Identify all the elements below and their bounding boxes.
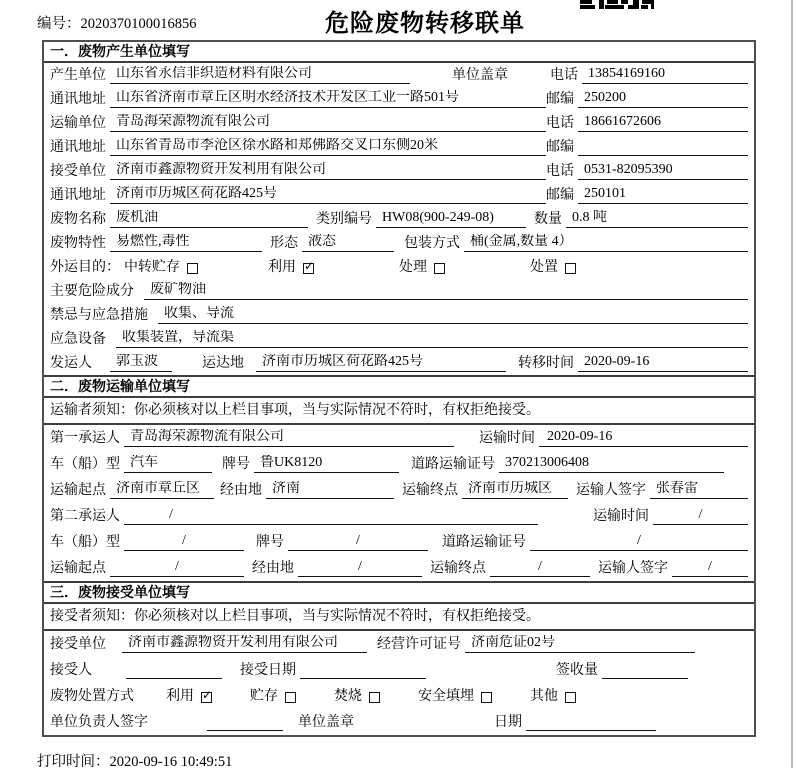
field-value: [300, 662, 426, 679]
field-label: 运输时间: [479, 431, 535, 446]
field-value: [602, 662, 688, 679]
checkbox-label: 焚烧: [334, 689, 362, 704]
responsible-sign-row: [44, 709, 754, 735]
checkbox-label: 其他: [530, 689, 558, 704]
field-label: 接受日期: [240, 663, 296, 678]
field-value: 山东省永信非织造材料有限公司: [110, 66, 410, 84]
field-label: 运输单位: [50, 116, 106, 131]
field-value: 2020-09-16: [578, 354, 748, 372]
field-value: 250101: [578, 186, 748, 204]
field-value: 济南市章丘区: [110, 481, 214, 499]
waste-name-row: [44, 207, 754, 231]
second-route-row: [44, 555, 754, 581]
field-label: 包装方式: [404, 236, 460, 251]
checkbox-label: 贮存: [250, 689, 278, 704]
checkbox-label: 利用: [166, 689, 194, 704]
field-value: 郭玉波: [110, 354, 172, 372]
field-label: 经由地: [220, 483, 262, 498]
first-vehicle-row: [44, 451, 754, 477]
qr-code-fragment: [580, 0, 654, 10]
field-value: 济南危证02号: [465, 635, 695, 653]
field-value: 桶(金属,数量 4）: [464, 234, 748, 252]
field-value: /: [490, 559, 590, 577]
field-label: 运输人签字: [576, 483, 646, 498]
field-value: 济南市历城区: [462, 481, 568, 499]
checkbox-label: 利用: [268, 260, 296, 275]
checkbox-checked-icon: [201, 687, 213, 703]
field-label: 牌号: [222, 457, 250, 472]
field-label: 主要危险成分: [50, 284, 134, 299]
field-value: 250200: [578, 90, 748, 108]
field-value: 易燃性,毒性: [110, 234, 262, 252]
checkbox-transit-storage: [124, 260, 198, 276]
main-hazard-row: [44, 279, 754, 303]
document-title: 危险废物转移联单: [325, 11, 525, 37]
field-label: 电话: [546, 116, 574, 131]
field-label: 形态: [270, 236, 298, 251]
static-text: 单位盖章: [452, 68, 508, 83]
field-value: [578, 139, 748, 156]
field-value: [526, 714, 656, 731]
section-header-transport: 二．废物运输单位填写: [44, 377, 754, 398]
field-label: 转移时间: [518, 356, 574, 371]
transporter-address-row: [44, 135, 754, 159]
section-header-producer: 一．废物产生单位填写: [44, 42, 754, 63]
field-label: 单位负责人签字: [50, 715, 148, 730]
checkbox-label: 处置: [530, 260, 558, 275]
checkbox-receive-other: [530, 689, 576, 705]
field-label: 发运人: [50, 356, 92, 371]
field-label: 邮编: [546, 92, 574, 107]
field-value: 收集、导流: [158, 306, 748, 324]
field-value: 液态: [302, 234, 394, 252]
field-value: /: [298, 559, 422, 577]
receive-person-row: [44, 657, 754, 683]
receiver-unit-row: [44, 159, 754, 183]
field-value: 0.8 吨: [566, 210, 748, 228]
section-note-transport: 运输者须知：你必须核对以上栏目事项，当与实际情况不符时，有权拒绝接受。: [44, 398, 754, 425]
field-value: 13854169160: [582, 66, 748, 84]
field-label: 禁忌与应急措施: [50, 308, 148, 323]
field-value: 青岛海荣源物流有限公司: [110, 114, 546, 132]
field-value: 370213006408: [499, 455, 724, 473]
field-value: /: [653, 507, 748, 525]
producer-address-row: [44, 87, 754, 111]
field-label: 通讯地址: [50, 140, 106, 155]
field-label: 运输终点: [430, 561, 486, 576]
second-vehicle-row: [44, 529, 754, 555]
field-label: 牌号: [256, 535, 284, 550]
field-label: 接受单位: [50, 637, 106, 652]
field-label: 运输人签字: [598, 561, 668, 576]
field-label: 电话: [550, 68, 578, 83]
field-label: 经营许可证号: [377, 637, 461, 652]
field-value: 废矿物油: [144, 282, 748, 300]
field-value: 山东省济南市章丘区明水经济技术开发区工业一路501号: [110, 90, 546, 108]
serial-value: 2020370100016856: [80, 16, 197, 32]
field-label: 运输时间: [593, 509, 649, 524]
field-label: 第二承运人: [50, 509, 120, 524]
field-value: /: [530, 533, 748, 551]
field-label: 第一承运人: [50, 431, 120, 446]
disposal-method-row: [44, 683, 754, 709]
field-value: /: [672, 559, 748, 577]
checkbox-unchecked-icon: [285, 692, 296, 703]
section-producer: [44, 42, 754, 375]
field-value: /: [288, 533, 428, 551]
field-label: 经由地: [252, 561, 294, 576]
emergency-equipment-row: [44, 327, 754, 351]
print-time-value: 2020-09-16 10:49:51: [109, 754, 233, 770]
checkbox-receive-utilize: [166, 689, 212, 705]
field-value: 18661672606: [578, 114, 748, 132]
second-carrier-row: [44, 503, 754, 529]
field-label: 应急设备: [50, 332, 106, 347]
field-value: 青岛海荣源物流有限公司: [124, 429, 454, 447]
check-mark-icon: ✓: [304, 258, 315, 273]
field-label: 电话: [546, 164, 574, 179]
field-label: 道路运输证号: [442, 535, 526, 550]
transfer-purpose-row: [44, 255, 754, 279]
print-time-label: 打印时间：: [37, 754, 110, 770]
field-value: 济南市历城区荷花路425号: [110, 186, 546, 204]
checkbox-label: 中转贮存: [124, 260, 180, 275]
field-value: 济南市鑫源物资开发利用有限公司: [122, 635, 367, 653]
check-mark-icon: ✓: [202, 687, 213, 702]
field-label: 运达地: [202, 356, 244, 371]
field-value: [207, 714, 283, 731]
checkbox-unchecked-icon: [187, 263, 198, 274]
field-value: 济南市历城区荷花路425号: [256, 354, 506, 372]
field-label: 签收量: [556, 663, 598, 678]
field-value: /: [124, 507, 538, 525]
field-label: 废物名称: [50, 212, 106, 227]
field-value: 济南市鑫源物资开发利用有限公司: [110, 162, 546, 180]
checkbox-label: 安全填埋: [418, 689, 474, 704]
field-value: /: [124, 533, 244, 551]
field-value: 2020-09-16: [539, 429, 748, 447]
field-value: 废机油: [110, 210, 308, 228]
checkbox-treat: [399, 260, 445, 276]
receive-unit-row: [44, 631, 754, 657]
checkbox-checked-icon: [303, 258, 315, 274]
checkbox-unchecked-icon: [481, 692, 492, 703]
checkbox-unchecked-icon: [565, 263, 576, 274]
checkbox-receive-landfill: [418, 689, 492, 705]
field-label: 废物处置方式: [50, 689, 134, 704]
transfer-manifest-form: [42, 40, 756, 737]
field-label: 接受单位: [50, 164, 106, 179]
field-label: 日期: [494, 715, 522, 730]
field-label: 邮编: [546, 140, 574, 155]
field-label: 类别编号: [316, 212, 372, 227]
field-label: 运输起点: [50, 483, 106, 498]
section-transport: [44, 375, 754, 581]
waste-property-row: [44, 231, 754, 255]
section-receiver: [44, 581, 754, 735]
field-label: 产生单位: [50, 68, 106, 83]
consignor-row: [44, 351, 754, 375]
checkbox-receive-storage: [250, 689, 296, 705]
transporter-unit-row: [44, 111, 754, 135]
field-label: 道路运输证号: [411, 457, 495, 472]
field-value: 济南: [266, 481, 394, 499]
field-value: [126, 662, 222, 679]
field-label: 车（船）型: [50, 457, 120, 472]
serial-label: 编号：: [37, 16, 81, 32]
checkbox-unchecked-icon: [369, 692, 380, 703]
field-label: 车（船）型: [50, 535, 120, 550]
first-carrier-row: [44, 425, 754, 451]
field-label: 运输终点: [402, 483, 458, 498]
emergency-measures-row: [44, 303, 754, 327]
field-value: 0531-82095390: [578, 162, 748, 180]
producer-unit-row: [44, 63, 754, 87]
field-label: 运输起点: [50, 561, 106, 576]
field-value: /: [110, 559, 244, 577]
static-text: 单位盖章: [298, 715, 354, 730]
field-value: HW08(900-249-08): [376, 210, 526, 228]
field-label: 数量: [534, 212, 562, 227]
checkbox-unchecked-icon: [565, 692, 576, 703]
field-label: 接受人: [50, 663, 92, 678]
field-label: 废物特性: [50, 236, 106, 251]
field-value: 汽车: [124, 455, 212, 473]
checkbox-label: 处理: [399, 260, 427, 275]
first-route-row: [44, 477, 754, 503]
field-value: 鲁UK8120: [254, 455, 399, 473]
field-label: 外运目的：: [50, 260, 120, 275]
field-value: 山东省青岛市李沧区徐水路和郑佛路交叉口东侧20米: [110, 138, 546, 156]
checkbox-receive-incinerate: [334, 689, 380, 705]
field-label: 通讯地址: [50, 188, 106, 203]
checkbox-unchecked-icon: [434, 263, 445, 274]
checkbox-utilize: [268, 260, 314, 276]
page-edge-divider: [791, 0, 793, 768]
checkbox-dispose: [530, 260, 576, 276]
field-label: 邮编: [546, 188, 574, 203]
section-header-receiver: 三．废物接受单位填写: [44, 583, 754, 604]
section-note-receiver: 接受者须知：你必须核对以上栏目事项，当与实际情况不符时，有权拒绝接受。: [44, 604, 754, 631]
field-value: 张春雷: [650, 481, 748, 499]
field-value: 收集装置，导流渠: [116, 330, 748, 348]
field-label: 通讯地址: [50, 92, 106, 107]
receiver-address-row: [44, 183, 754, 207]
